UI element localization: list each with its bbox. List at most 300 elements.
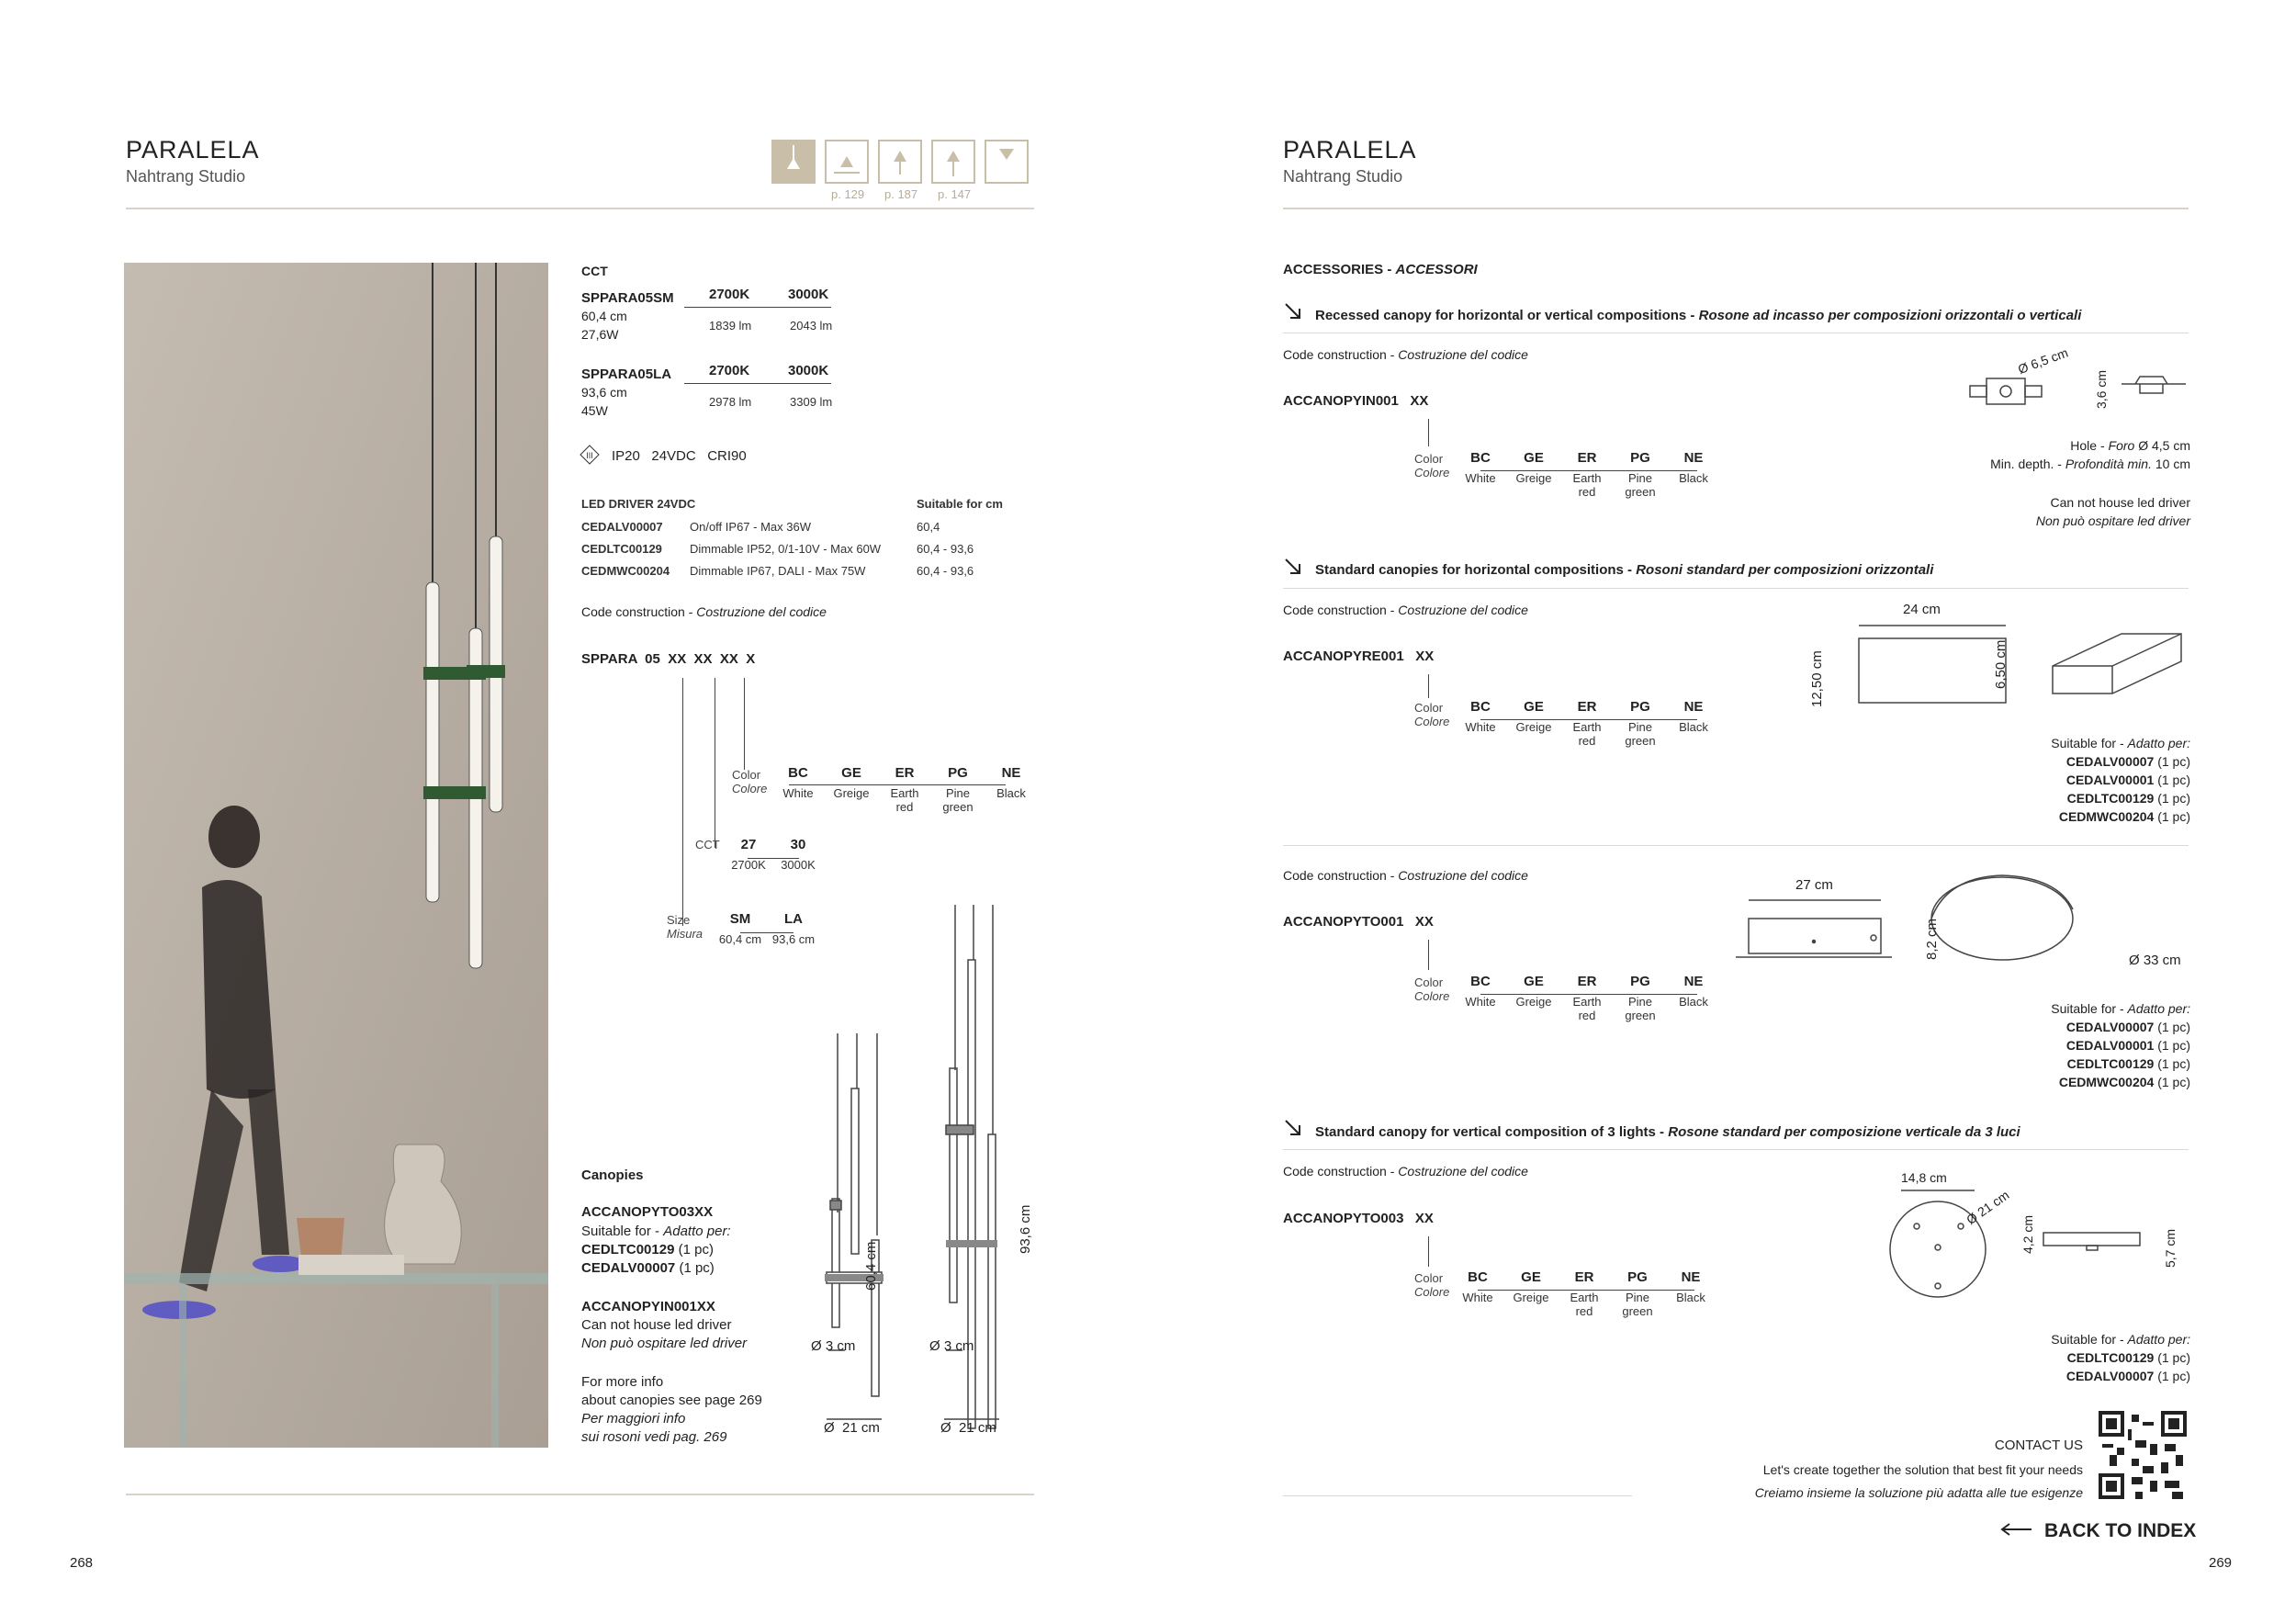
- class-three-icon: [580, 445, 600, 469]
- label-en: Min. depth. -: [1990, 457, 2065, 471]
- color-label: [1414, 701, 1449, 728]
- label-en: Hole -: [2070, 438, 2109, 453]
- color-code: NE: [1001, 765, 1021, 781]
- arrow-left-icon: [2000, 1522, 2033, 1541]
- cct-options: [724, 837, 823, 872]
- dim-width: 27 cm: [1795, 877, 1833, 893]
- section-rule: [1283, 1149, 2189, 1150]
- color-name: Greige: [1513, 1291, 1549, 1304]
- label-en: Color: [732, 768, 761, 782]
- item-code: CEDMWC00204: [2058, 1075, 2155, 1089]
- color-name: Earth red: [1570, 1291, 1599, 1318]
- page-ref-1[interactable]: p. 129: [831, 187, 865, 201]
- driver-suit: 60,4 - 93,6: [917, 542, 974, 556]
- color-name: White: [1465, 471, 1496, 485]
- dim-height: 5,7 cm: [2163, 1228, 2178, 1268]
- color-code: BC: [1470, 699, 1491, 715]
- color-code: ER: [1574, 1269, 1594, 1285]
- color-options: [1454, 450, 1720, 499]
- item-qty: (1 pc): [2154, 791, 2190, 806]
- color-option[interactable]: [1507, 974, 1560, 1022]
- section-rule: [1283, 588, 2189, 589]
- label-it: Adatto per:: [663, 1224, 731, 1239]
- canopies-title: Canopies: [581, 1167, 644, 1183]
- item-qty: (1 pc): [674, 1242, 714, 1257]
- suitable-item: [1837, 1038, 2190, 1053]
- color-name: Pine green: [1625, 720, 1656, 748]
- connector-line: [744, 678, 745, 770]
- color-options: [1451, 1269, 1717, 1318]
- color-code: GE: [1524, 450, 1544, 466]
- label-en: Suitable for -: [2051, 736, 2128, 750]
- dim-diameter: Ø 21 cm: [1964, 1187, 2012, 1228]
- suitable-item: [1837, 1075, 2190, 1089]
- color-option[interactable]: [931, 765, 985, 814]
- section-title: [1315, 308, 2081, 323]
- label-it: ACCESSORI: [1395, 262, 1478, 277]
- product-photo: [124, 263, 548, 1448]
- driver-code: CEDALV00007: [581, 520, 663, 534]
- label-it: Adatto per:: [2127, 736, 2190, 750]
- color-code: GE: [1524, 974, 1544, 989]
- color-option[interactable]: [1507, 450, 1560, 499]
- wall-lamp-icon[interactable]: [931, 140, 975, 184]
- item-code: CEDLTC00129: [2066, 791, 2155, 806]
- more-info-link-it[interactable]: sui rosoni vedi pag. 269: [581, 1429, 727, 1445]
- divider: [684, 383, 831, 384]
- label-it: Costruzione del codice: [1398, 347, 1528, 362]
- color-code: GE: [841, 765, 861, 781]
- specs-text: IP20 24VDC CRI90: [612, 448, 747, 464]
- suitable-item: [1837, 1056, 2190, 1071]
- color-code: PG: [1630, 450, 1650, 466]
- item-qty: (1 pc): [2154, 1038, 2190, 1053]
- label-it: Rosoni standard per composizioni orizzontali: [1636, 562, 1934, 578]
- item-code: CEDMWC00204: [2058, 809, 2155, 824]
- arrow-down-right-icon: [1283, 1118, 1303, 1143]
- color-options: [771, 765, 1038, 814]
- size-options: [714, 911, 820, 946]
- suitable-item: [1837, 773, 2190, 787]
- cct-code: 27: [740, 837, 757, 852]
- color-option[interactable]: [1558, 1269, 1611, 1318]
- cct-label: CCT: [695, 838, 720, 851]
- code-construction-label: [1283, 603, 1528, 617]
- label-en: Color: [1414, 1271, 1444, 1285]
- label-it: Colore: [1414, 989, 1450, 1003]
- divider: [684, 307, 831, 308]
- color-option[interactable]: [1454, 974, 1507, 1022]
- contact-line-it: Creiamo insieme la soluzione più adatta alle tue esigenze: [1754, 1485, 2083, 1500]
- driver-header: LED DRIVER 24VDC: [581, 497, 696, 511]
- label-en: Code construction -: [1283, 347, 1399, 362]
- color-option[interactable]: [1560, 699, 1614, 748]
- color-option[interactable]: [1614, 974, 1667, 1022]
- color-code: PG: [1627, 1269, 1648, 1285]
- color-name: Earth red: [1572, 720, 1602, 748]
- color-name: Black: [1679, 720, 1708, 734]
- color-code: BC: [1470, 974, 1491, 989]
- suitable-label: [1837, 736, 2190, 750]
- label-it: Rosone ad incasso per composizioni orizzontali o verticali: [1698, 308, 2082, 323]
- connector-line: [1428, 419, 1429, 446]
- color-code: NE: [1683, 450, 1704, 466]
- dim-height: 60,4 cm: [863, 1241, 879, 1291]
- item-code: CEDALV00007: [2065, 1020, 2155, 1034]
- driver-suit: 60,4: [917, 520, 940, 534]
- color-option[interactable]: [1454, 699, 1507, 748]
- item-code: CEDALV00001: [2065, 773, 2155, 787]
- cct-option[interactable]: [724, 837, 773, 872]
- color-code: ER: [1577, 974, 1597, 989]
- suitable-item: [1837, 1350, 2190, 1365]
- color-name: White: [1465, 995, 1496, 1009]
- item-qty: (1 pc): [2154, 1350, 2190, 1365]
- label-it: Colore: [732, 782, 768, 795]
- suitable-item: [1837, 809, 2190, 824]
- section-rule: [1283, 845, 2189, 846]
- label-it: Misura: [667, 927, 703, 941]
- accessories-title: [1283, 262, 1478, 277]
- cct-value: 2700K: [709, 287, 750, 302]
- canopy-code: ACCANOPYTO03XX: [581, 1204, 714, 1220]
- page-title: PARALELA: [126, 136, 260, 164]
- color-name: Earth red: [1572, 471, 1602, 499]
- color-option[interactable]: [1507, 699, 1560, 748]
- label-en: Standard canopy for vertical composition of 3 lights -: [1315, 1124, 1669, 1140]
- size-name: 93,6 cm: [771, 932, 816, 946]
- suitable-item: [1837, 791, 2190, 806]
- cct-option[interactable]: [773, 837, 823, 872]
- ceiling-lamp-icon[interactable]: [985, 140, 1029, 184]
- dim-diameter: Ø 21 cm: [940, 1420, 996, 1436]
- dim-diameter: Ø 6,5 cm: [2016, 344, 2070, 378]
- suitable-item: [1837, 1369, 2190, 1383]
- header-rule: [1283, 208, 2189, 209]
- label-en: Suitable for -: [581, 1224, 664, 1239]
- connector-line: [682, 678, 683, 926]
- code-construction-label: [1283, 868, 1528, 883]
- color-option[interactable]: [1611, 1269, 1664, 1318]
- color-option[interactable]: [985, 765, 1038, 814]
- qr-code-icon[interactable]: [2099, 1411, 2187, 1499]
- color-name: Greige: [833, 786, 870, 800]
- driver-suit: 60,4 - 93,6: [917, 564, 974, 578]
- cct-value: 3000K: [788, 287, 829, 302]
- arrow-down-right-icon: [1283, 301, 1303, 326]
- dim-height: 8,2 cm: [1924, 918, 1940, 960]
- model-size: 93,6 cm: [581, 385, 627, 400]
- color-code: GE: [1521, 1269, 1541, 1285]
- label-en: Color: [1414, 976, 1444, 989]
- color-label: [732, 768, 767, 795]
- color-label: [1414, 976, 1449, 1003]
- suitable-label: [581, 1224, 731, 1239]
- color-option[interactable]: [771, 765, 825, 814]
- color-code: NE: [1683, 699, 1704, 715]
- color-options: [1454, 974, 1720, 1022]
- color-name: White: [1462, 1291, 1493, 1304]
- label-it: Foro: [2108, 438, 2135, 453]
- cct-name: 2700K: [731, 858, 766, 872]
- size-label: [667, 913, 703, 941]
- suitable-item: [581, 1260, 715, 1276]
- driver-desc: On/off IP67 - Max 36W: [690, 520, 811, 534]
- min-depth: [1837, 457, 2190, 471]
- color-label: [1414, 452, 1449, 479]
- model-size: 60,4 cm: [581, 309, 627, 323]
- code-construction-label: [1283, 347, 1528, 362]
- item-qty: (1 pc): [2154, 773, 2190, 787]
- dim-diameter: Ø 3 cm: [929, 1338, 974, 1354]
- size-option[interactable]: [714, 911, 767, 946]
- lumen-value: 2978 lm: [709, 395, 752, 409]
- color-options: [1454, 699, 1720, 748]
- svg-text:III: III: [586, 451, 593, 460]
- canopy-code: ACCANOPYIN001 XX: [1283, 393, 1429, 409]
- label-it: Colore: [1414, 1285, 1450, 1299]
- label-it: Colore: [1414, 466, 1450, 479]
- driver-code: CEDMWC00204: [581, 564, 670, 578]
- technical-drawing: [808, 905, 1047, 1460]
- label-it: Costruzione del codice: [696, 604, 827, 619]
- designer-name: Nahtrang Studio: [126, 167, 246, 186]
- label-en: Code construction -: [1283, 1164, 1399, 1179]
- page-ref-3[interactable]: p. 147: [938, 187, 972, 201]
- value: Ø 4,5 cm: [2134, 438, 2190, 453]
- color-name: Black: [1676, 1291, 1705, 1304]
- cct-title: CCT: [581, 264, 608, 278]
- section-title: [1315, 562, 1933, 578]
- color-name: Pine green: [1625, 471, 1656, 499]
- color-option[interactable]: [1667, 699, 1720, 748]
- code-string: SPPARA 05 XX XX XX X: [581, 651, 756, 667]
- floor-lamp-icon[interactable]: [825, 140, 869, 184]
- item-code: CEDALV00001: [2065, 1038, 2155, 1053]
- color-name: White: [782, 786, 814, 800]
- label-it: Adatto per:: [2127, 1001, 2190, 1016]
- color-code: ER: [895, 765, 915, 781]
- dim-height: 12,50 cm: [1809, 650, 1825, 707]
- dim-height: 4,2 cm: [2020, 1214, 2035, 1254]
- color-option[interactable]: [825, 765, 878, 814]
- code-construction-label: [1283, 1164, 1528, 1179]
- color-name: Greige: [1515, 995, 1552, 1009]
- label-it: Costruzione del codice: [1398, 868, 1528, 883]
- lumen-value: 2043 lm: [790, 319, 833, 333]
- canopy-code: ACCANOPYTO001 XX: [1283, 914, 1434, 930]
- color-option[interactable]: [1454, 450, 1507, 499]
- lumen-value: 3309 lm: [790, 395, 833, 409]
- round-canopy-drawing: [1736, 868, 2103, 983]
- dim-diameter: Ø 33 cm: [2129, 953, 2181, 968]
- item-qty: (1 pc): [2154, 1056, 2190, 1071]
- color-code: PG: [1630, 699, 1650, 715]
- lumen-value: 1839 lm: [709, 319, 752, 333]
- label-en: Code construction -: [581, 604, 697, 619]
- suitable-item: [1837, 754, 2190, 769]
- item-qty: (1 pc): [2154, 1020, 2190, 1034]
- color-option[interactable]: [1667, 450, 1720, 499]
- canopy-code: ACCANOPYTO003 XX: [1283, 1211, 1434, 1226]
- item-qty: (1 pc): [675, 1260, 715, 1276]
- driver-code: CEDLTC00129: [581, 542, 662, 556]
- suitable-item: [1837, 1020, 2190, 1034]
- label-en: Standard canopies for horizontal compositions -: [1315, 562, 1637, 578]
- size-code: SM: [729, 911, 751, 927]
- label-en: Color: [1414, 701, 1444, 715]
- contact-line: Let's create together the solution that best fit your needs: [1762, 1462, 2083, 1477]
- recessed-canopy-drawing: [1956, 349, 2195, 427]
- color-option[interactable]: [1664, 1269, 1717, 1318]
- arrow-down-right-icon: [1283, 557, 1303, 581]
- dim-diameter: Ø 3 cm: [811, 1338, 856, 1354]
- canopy-code: ACCANOPYIN001XX: [581, 1299, 715, 1314]
- table-lamp-icon[interactable]: [878, 140, 922, 184]
- label-en: Code construction -: [1283, 603, 1399, 617]
- item-qty: (1 pc): [2154, 809, 2190, 824]
- color-name: Greige: [1515, 471, 1552, 485]
- item-code: CEDLTC00129: [2066, 1056, 2155, 1071]
- label-en: Suitable for -: [2051, 1332, 2128, 1347]
- dim-height: 93,6 cm: [1018, 1204, 1033, 1254]
- driver-suitable-header: Suitable for cm: [917, 497, 1003, 511]
- label-en: ACCESSORIES -: [1283, 262, 1396, 277]
- more-info-it: Per maggiori info: [581, 1411, 686, 1427]
- color-code: BC: [1470, 450, 1491, 466]
- rect-canopy-drawing: [1846, 620, 2195, 716]
- canopy-note: Can not house led driver: [581, 1317, 732, 1333]
- dim-width: 24 cm: [1903, 602, 1941, 617]
- color-option[interactable]: [1451, 1269, 1504, 1318]
- color-code: GE: [1524, 699, 1544, 715]
- color-name: Pine green: [1625, 995, 1656, 1022]
- more-info-link[interactable]: about canopies see page 269: [581, 1393, 762, 1408]
- color-name: Pine green: [942, 786, 974, 814]
- color-code: PG: [1630, 974, 1650, 989]
- cct-name: 3000K: [781, 858, 816, 872]
- value: 10 cm: [2151, 457, 2190, 471]
- model-power: 45W: [581, 403, 608, 418]
- driver-note: Can not house led driver: [2050, 495, 2190, 510]
- label-en: Code construction -: [1283, 868, 1399, 883]
- back-to-index-label: BACK TO INDEX: [2044, 1520, 2197, 1541]
- label-it: Profondità min.: [2065, 457, 2152, 471]
- item-qty: (1 pc): [2154, 1075, 2190, 1089]
- color-name: Black: [1679, 471, 1708, 485]
- label-en: Suitable for -: [2051, 1001, 2128, 1016]
- code-construction-label: [581, 604, 827, 619]
- label-en: Color: [1414, 452, 1444, 466]
- driver-desc: Dimmable IP67, DALI - Max 75W: [690, 564, 866, 578]
- color-option[interactable]: [1667, 974, 1720, 1022]
- canopy-code: ACCANOPYRE001 XX: [1283, 648, 1435, 664]
- model-power: 27,6W: [581, 327, 619, 342]
- cct-code: 30: [790, 837, 806, 852]
- driver-note-it: Non può ospitare led driver: [2035, 513, 2190, 528]
- color-code: ER: [1577, 450, 1597, 466]
- color-option[interactable]: [878, 765, 931, 814]
- footer-rule: [126, 1494, 1034, 1495]
- label-it: Costruzione del codice: [1398, 1164, 1528, 1179]
- color-code: ER: [1577, 699, 1597, 715]
- item-qty: (1 pc): [2154, 1369, 2190, 1383]
- cct-value: 3000K: [788, 363, 829, 378]
- page-ref-2[interactable]: p. 187: [884, 187, 918, 201]
- dim-height: 3,6 cm: [2094, 369, 2109, 409]
- color-code: BC: [788, 765, 808, 781]
- color-name: White: [1465, 720, 1496, 734]
- label-it: Colore: [1414, 715, 1450, 728]
- label-it: Adatto per:: [2127, 1332, 2190, 1347]
- color-name: Earth red: [1572, 995, 1602, 1022]
- color-code: NE: [1681, 1269, 1701, 1285]
- contact-title[interactable]: CONTACT US: [1994, 1438, 2083, 1453]
- dim-diameter: Ø 21 cm: [824, 1420, 880, 1436]
- model-code: SPPARA05SM: [581, 290, 674, 306]
- color-name: Earth red: [890, 786, 919, 814]
- designer-name: Nahtrang Studio: [1283, 167, 1403, 186]
- color-option[interactable]: [1560, 974, 1614, 1022]
- driver-desc: Dimmable IP52, 0/1-10V - Max 60W: [690, 542, 882, 556]
- suitable-label: [1837, 1332, 2190, 1347]
- label-it: Costruzione del codice: [1398, 603, 1528, 617]
- connector-line: [1428, 940, 1429, 970]
- item-code: CEDALV00007: [2065, 754, 2155, 769]
- connector-line: [1428, 1236, 1429, 1267]
- section-title: [1315, 1124, 2020, 1140]
- color-name: Black: [1679, 995, 1708, 1009]
- more-info: For more info: [581, 1374, 664, 1390]
- suitable-label: [1837, 1001, 2190, 1016]
- item-code: CEDLTC00129: [2066, 1350, 2155, 1365]
- color-option[interactable]: [1504, 1269, 1558, 1318]
- page-number: 269: [2209, 1555, 2233, 1571]
- color-name: Black: [996, 786, 1026, 800]
- dim-depth: 6,50 cm: [1993, 639, 2009, 689]
- back-to-index-link[interactable]: [2000, 1520, 2196, 1542]
- connector-line: [1428, 674, 1429, 698]
- header-rule: [126, 208, 1034, 209]
- hole-size: [1837, 438, 2190, 453]
- item-code: CEDALV00007: [581, 1260, 676, 1276]
- model-code: SPPARA05LA: [581, 367, 672, 382]
- color-option[interactable]: [1614, 699, 1667, 748]
- item-code: CEDALV00007: [2065, 1369, 2155, 1383]
- color-code: BC: [1468, 1269, 1488, 1285]
- size-name: 60,4 cm: [718, 932, 762, 946]
- pendant-icon[interactable]: [771, 140, 816, 184]
- color-option[interactable]: [1560, 450, 1614, 499]
- color-code: NE: [1683, 974, 1704, 989]
- color-label: [1414, 1271, 1449, 1299]
- canopy-note-it: Non può ospitare led driver: [581, 1336, 748, 1351]
- size-code: LA: [784, 911, 803, 927]
- color-code: PG: [948, 765, 968, 781]
- label-it: Rosone standard per composizione verticale da 3 luci: [1668, 1124, 2020, 1140]
- color-option[interactable]: [1614, 450, 1667, 499]
- label-en: Recessed canopy for horizontal or vertical compositions -: [1315, 308, 1699, 323]
- color-name: Greige: [1515, 720, 1552, 734]
- dim-width: 14,8 cm: [1901, 1170, 1947, 1185]
- page-number: 268: [70, 1555, 94, 1571]
- color-name: Pine green: [1622, 1291, 1653, 1318]
- page-title: PARALELA: [1283, 136, 1417, 164]
- item-code: CEDLTC00129: [581, 1242, 675, 1257]
- item-qty: (1 pc): [2154, 754, 2190, 769]
- footer-rule: [1283, 1495, 1632, 1496]
- label-en: Size: [667, 913, 691, 927]
